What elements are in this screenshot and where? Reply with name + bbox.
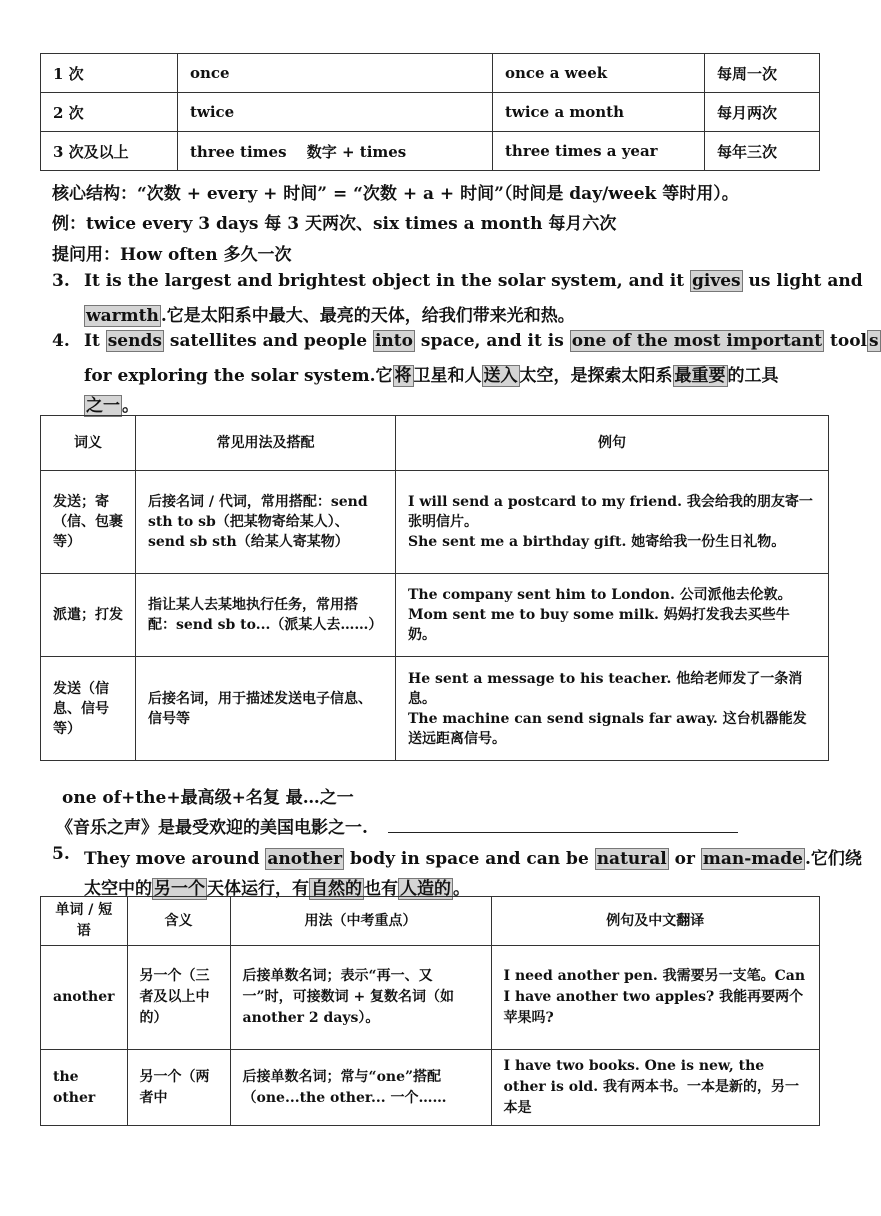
table-header: 用法（中考重点） bbox=[230, 897, 491, 946]
table-cell: 发送（信息、信号等） bbox=[41, 657, 136, 761]
table-header-row bbox=[41, 416, 829, 471]
sentence-line bbox=[84, 331, 881, 351]
sentence-number: 4. bbox=[52, 331, 70, 351]
table-cell: I need another pen. 我需要另一支笔。Can I have another two apples? 我能再要两个苹果吗? bbox=[491, 946, 819, 1050]
highlight: natural bbox=[596, 849, 667, 869]
table-cell: 每月两次 bbox=[705, 93, 820, 132]
table-cell: 指让某人去某地执行任务，常用搭配：send sb to...（派某人去……） bbox=[136, 574, 396, 657]
highlight: 自然的 bbox=[311, 879, 362, 899]
table-cell: 1 次 bbox=[41, 54, 178, 93]
table-row bbox=[41, 54, 820, 93]
table-header: 词义 bbox=[41, 416, 136, 471]
sentence-text: satellites and people bbox=[163, 331, 373, 351]
sentence-line bbox=[84, 301, 575, 326]
sentence-text: 。 bbox=[453, 879, 470, 899]
highlight: another bbox=[267, 849, 343, 869]
example-note: 例：twice every 3 days 每 3 天两次、six times a month 每月六次 bbox=[52, 214, 617, 234]
sentence-text: for exploring the solar system.它 bbox=[84, 366, 393, 386]
table-cell: once a week bbox=[493, 54, 705, 93]
table-header: 例句 bbox=[396, 416, 829, 471]
sentence-text: 天体运行，有 bbox=[207, 879, 309, 899]
sentence-text: .它是太阳系中最大、最亮的天体，给我们带来光和热。 bbox=[160, 306, 575, 326]
ask-note: 提问用：How often 多久一次 bbox=[52, 245, 292, 265]
table-header: 含义 bbox=[127, 897, 230, 946]
table-header-row bbox=[41, 897, 820, 946]
table-row bbox=[41, 657, 829, 761]
highlight: man-made bbox=[702, 849, 803, 869]
highlight: warmth bbox=[86, 306, 159, 326]
table-cell: I have two books. One is new, the other is old. 我有两本书。一本是新的，另一本是 bbox=[491, 1050, 819, 1126]
sentence-text: space, and it is bbox=[414, 331, 570, 351]
table-row bbox=[41, 946, 820, 1050]
highlight: 送入 bbox=[483, 366, 518, 386]
table-cell: 后接单数名词；表示“再一、又一”时，可接数词 + 复数名词（如 another 2 days）。 bbox=[230, 946, 491, 1050]
table-cell: the other bbox=[41, 1050, 128, 1126]
highlight: 之一 bbox=[86, 396, 120, 416]
answer-blank[interactable] bbox=[388, 818, 738, 833]
table-cell: 后接名词，用于描述发送电子信息、信号等 bbox=[136, 657, 396, 761]
table-cell: 派遣；打发 bbox=[41, 574, 136, 657]
exercise-text: 《音乐之声》是最受欢迎的美国电影之一. bbox=[56, 818, 368, 838]
table-header: 例句及中文翻译 bbox=[491, 897, 819, 946]
example-sentence: Mom sent me to buy some milk. 妈妈打发我去买些牛奶。 bbox=[408, 607, 790, 643]
core-structure-note: 核心结构：“次数 + every + 时间” = “次数 + a + 时间”（时间是 day/week 等时用）。 bbox=[52, 184, 739, 204]
table-cell: twice bbox=[178, 93, 493, 132]
sentence-text: They move around bbox=[84, 849, 266, 869]
table-row bbox=[41, 93, 820, 132]
highlight: 最重要 bbox=[674, 366, 726, 386]
table-header: 常见用法及搭配 bbox=[136, 416, 396, 471]
table-cell: 后接单数名词；常与“one”搭配（one...the other... 一个…… bbox=[230, 1050, 491, 1126]
table-cell: twice a month bbox=[493, 93, 705, 132]
sentence-text: 卫星和人 bbox=[413, 366, 482, 386]
table-cell: 另一个（三者及以上中的） bbox=[127, 946, 230, 1050]
example-sentence: The company sent him to London. 公司派他去伦敦。 bbox=[408, 587, 792, 603]
sentence-line bbox=[84, 271, 863, 291]
table-cell bbox=[396, 471, 829, 574]
frequency-table bbox=[40, 53, 820, 171]
table-row bbox=[41, 471, 829, 574]
table-cell: another bbox=[41, 946, 128, 1050]
table-row bbox=[41, 574, 829, 657]
table-cell: three times a year bbox=[493, 132, 705, 171]
highlight: 人造的 bbox=[400, 879, 451, 899]
example-sentence: I will send a postcard to my friend. 我会给我的朋友寄一张明信片。 bbox=[408, 494, 813, 530]
table-row bbox=[41, 132, 820, 171]
table-cell bbox=[396, 574, 829, 657]
another-usage-table bbox=[40, 896, 820, 1126]
table-cell: 后接名词 / 代词，常用搭配：send sth to sb（把某物寄给某人）、send sb sth（给某人寄某物） bbox=[136, 471, 396, 574]
table-cell: three times 数字 + times bbox=[178, 132, 493, 171]
table-header: 单词 / 短语 bbox=[41, 897, 128, 946]
sentence-text: 。 bbox=[122, 396, 139, 416]
sentence-text: It is the largest and brightest object in the solar system, and it bbox=[84, 271, 691, 291]
sentence-text: It bbox=[84, 331, 106, 351]
sentence-text: us light and bbox=[742, 271, 863, 291]
sentence-line bbox=[84, 391, 139, 416]
sentence-text: body in space and can be bbox=[344, 849, 595, 869]
sentence-text: 太空，是探索太阳系 bbox=[519, 366, 673, 386]
table-cell: 3 次及以上 bbox=[41, 132, 178, 171]
sentence-text: .它们绕 bbox=[804, 849, 862, 869]
one-of-exercise bbox=[56, 813, 738, 838]
table-cell: 每周一次 bbox=[705, 54, 820, 93]
sentence-text: 的工具 bbox=[727, 366, 779, 386]
highlight: gives bbox=[692, 271, 741, 291]
highlight: 另一个 bbox=[154, 879, 205, 899]
sentence-number: 5. bbox=[52, 844, 70, 864]
sentence-text: or bbox=[668, 849, 701, 869]
example-sentence: She sent me a birthday gift. 她寄给我一份生日礼物。 bbox=[408, 534, 786, 550]
table-cell: 2 次 bbox=[41, 93, 178, 132]
highlight: into bbox=[374, 331, 413, 351]
table-cell: 每年三次 bbox=[705, 132, 820, 171]
highlight: one of the most important bbox=[571, 331, 823, 351]
table-cell: 发送；寄（信、包裹等） bbox=[41, 471, 136, 574]
example-sentence: The machine can send signals far away. 这台机器能发送远距离信号。 bbox=[408, 710, 807, 747]
sentence-line bbox=[84, 361, 779, 386]
sentence-text: 也有 bbox=[364, 879, 398, 899]
highlight: sends bbox=[107, 331, 162, 351]
table-cell: 另一个（两者中 bbox=[127, 1050, 230, 1126]
sentence-number: 3. bbox=[52, 271, 70, 291]
example-sentence: He sent a message to his teacher. 他给老师发了一条消息。 bbox=[408, 670, 803, 707]
sentence-text: tool bbox=[824, 331, 867, 351]
highlight: s bbox=[869, 331, 879, 351]
table-cell bbox=[396, 657, 829, 761]
table-row bbox=[41, 1050, 820, 1126]
highlight: 将 bbox=[394, 366, 412, 386]
send-usage-table bbox=[40, 415, 829, 761]
sentence-text: 太空中的 bbox=[84, 879, 152, 899]
one-of-rule: one of+the+最高级+名复 最…之一 bbox=[62, 788, 354, 808]
sentence-line bbox=[84, 844, 862, 869]
table-cell: once bbox=[178, 54, 493, 93]
